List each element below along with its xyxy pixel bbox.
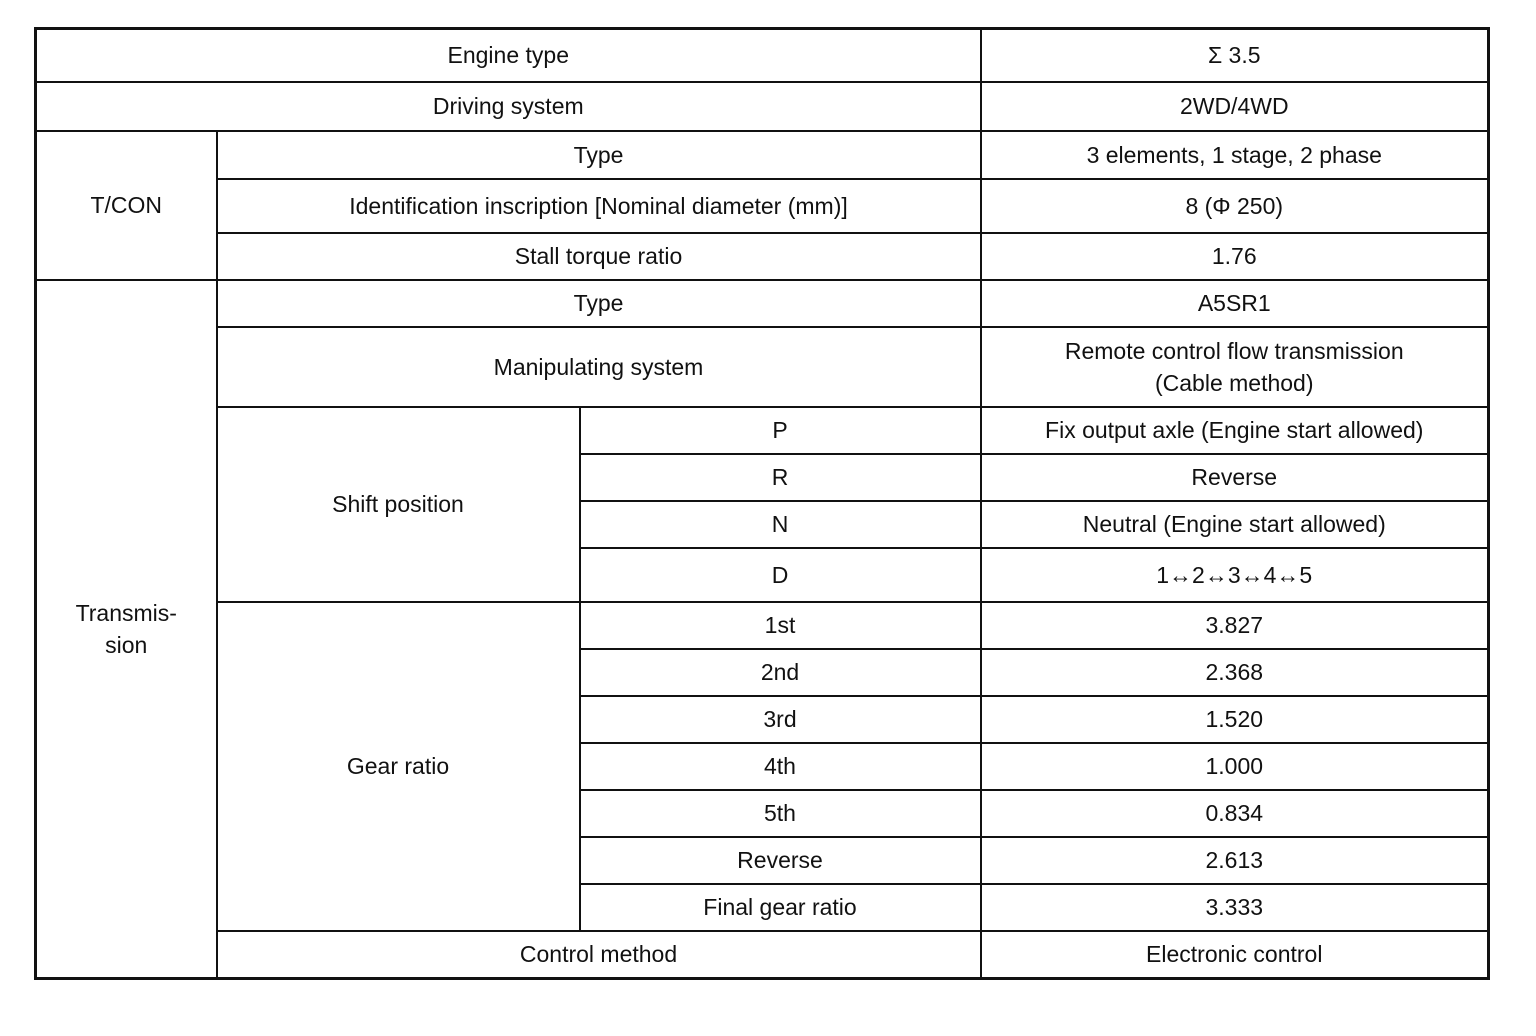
gear-name: Reverse <box>580 837 981 884</box>
driving-system-value: 2WD/4WD <box>981 82 1489 131</box>
table-row <box>36 931 1489 979</box>
transmission-label-line2: sion <box>105 631 148 658</box>
gear-ratio-value: 3.827 <box>981 602 1489 649</box>
gear-ratio-value: 3.333 <box>981 884 1489 931</box>
table-row <box>36 602 1489 649</box>
table-row <box>36 280 1489 327</box>
shift-pos: R <box>580 454 981 501</box>
gear-name: 5th <box>580 790 981 837</box>
transmission-label-line1: Transmis- <box>75 599 177 626</box>
manipulating-system-value <box>981 327 1489 407</box>
table-row <box>36 233 1489 280</box>
transmission-group-label <box>36 280 217 979</box>
tcon-id-label: Identification inscription [Nominal diameter (mm)] <box>217 179 981 233</box>
shift-pos: N <box>580 501 981 548</box>
table-row <box>36 407 1489 454</box>
engine-type-value: Σ 3.5 <box>981 29 1489 82</box>
shift-desc: Reverse <box>981 454 1489 501</box>
tcon-type-value: 3 elements, 1 stage, 2 phase <box>981 131 1489 179</box>
shift-pos: D <box>580 548 981 602</box>
gear-ratio-value: 2.613 <box>981 837 1489 884</box>
table-row <box>36 29 1489 82</box>
shift-desc: Fix output axle (Engine start allowed) <box>981 407 1489 454</box>
table-row <box>36 179 1489 233</box>
gear-ratio-label: Gear ratio <box>217 602 580 931</box>
manipulating-system-value-line2: (Cable method) <box>1154 369 1314 396</box>
table-row <box>36 131 1489 179</box>
tcon-stall-label: Stall torque ratio <box>217 233 981 280</box>
shift-pos: P <box>580 407 981 454</box>
table-row <box>36 82 1489 131</box>
engine-type-label: Engine type <box>36 29 981 82</box>
gear-ratio-value: 2.368 <box>981 649 1489 696</box>
gear-ratio-value: 0.834 <box>981 790 1489 837</box>
control-method-value: Electronic control <box>981 931 1489 979</box>
gear-ratio-value: 1.520 <box>981 696 1489 743</box>
spec-table <box>34 27 1490 980</box>
tcon-id-value: 8 (Φ 250) <box>981 179 1489 233</box>
gear-name: 1st <box>580 602 981 649</box>
driving-system-label: Driving system <box>36 82 981 131</box>
gear-ratio-value: 1.000 <box>981 743 1489 790</box>
gear-name: Final gear ratio <box>580 884 981 931</box>
shift-desc: Neutral (Engine start allowed) <box>981 501 1489 548</box>
gear-name: 2nd <box>580 649 981 696</box>
tcon-stall-value: 1.76 <box>981 233 1489 280</box>
control-method-label: Control method <box>217 931 981 979</box>
shift-desc: 1↔2↔3↔4↔5 <box>981 548 1489 602</box>
transmission-type-label: Type <box>217 280 981 327</box>
manipulating-system-value-line1: Remote control flow transmission <box>1064 337 1404 364</box>
transmission-type-value: A5SR1 <box>981 280 1489 327</box>
gear-name: 4th <box>580 743 981 790</box>
tcon-type-label: Type <box>217 131 981 179</box>
shift-position-label: Shift position <box>217 407 580 602</box>
gear-name: 3rd <box>580 696 981 743</box>
table-row <box>36 327 1489 407</box>
tcon-group-label: T/CON <box>36 131 217 280</box>
manipulating-system-label: Manipulating system <box>217 327 981 407</box>
